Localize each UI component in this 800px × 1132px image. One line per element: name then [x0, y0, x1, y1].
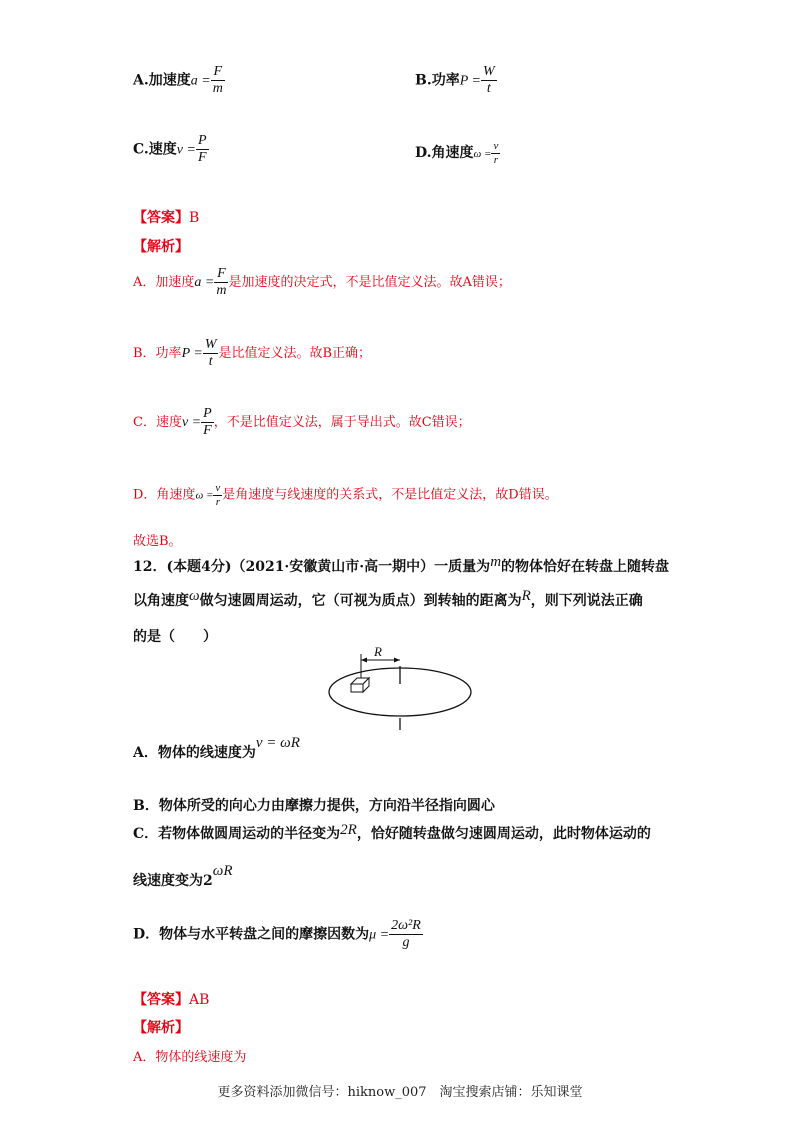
conclusion: 故选B。 [133, 534, 182, 549]
option12-c-line2: 线速度变为2ωR [133, 863, 233, 889]
block-icon [351, 678, 369, 692]
answer-line-2: 【答案】AB [133, 992, 210, 1008]
fraction: $\frac{v}{r}$ [493, 140, 499, 166]
fraction: $\frac{W}{t}$ [204, 337, 217, 370]
option-b: B.功率P = $\frac{W}{t}$ [415, 64, 495, 97]
question-line-2: 以角速度ω做匀速圆周运动，它（可视为质点）到转轴的距离为R，则下列说法正确 [133, 588, 643, 609]
analysis-line-b: B．功率P = $\frac{W}{t}$ 是比值定义法。故B正确； [133, 337, 372, 370]
option12-c: C．若物体做圆周运动的半径变为2R，恰好随转盘做匀速圆周运动，此时物体运动的 [133, 822, 651, 842]
fraction: $\frac{F}{m}$ [216, 266, 227, 299]
fraction: $\frac{v}{r}$ [215, 482, 221, 508]
turntable-figure [326, 644, 476, 734]
fraction: $\frac{P}{F}$ [197, 133, 207, 166]
fraction: $\frac{W}{t}$ [482, 64, 495, 97]
option-d: D.角速度ω = $\frac{v}{r}$ [415, 140, 499, 166]
analysis-line-a: A．加速度a = $\frac{F}{m}$ 是加速度的决定式，不是比值定义法。故A错误； [133, 266, 511, 299]
fraction: $\frac{\text{2ω²R}}{g}$ [391, 918, 421, 951]
analysis-tag-2: 【解析】 [133, 1020, 189, 1036]
option-a: A.加速度a = $\frac{F}{m}$ [133, 64, 223, 97]
analysis-line-d: D．角速度ω = $\frac{v}{r}$ 是角速度与线速度的关系式，不是比值定义法，故D错误。 [133, 482, 558, 508]
analysis2-line-a: A．物体的线速度为 [133, 1050, 247, 1065]
answer-line: 【答案】B [133, 210, 200, 226]
analysis-tag: 【解析】 [133, 239, 189, 255]
option12-a: A．物体的线速度为v = ωR [133, 735, 300, 761]
option12-d: D．物体与水平转盘之间的摩擦因数为μ = $\frac{\text{2ω²R}}{g}$ [133, 918, 421, 951]
option-c: C.速度v = $\frac{P}{F}$ [133, 133, 207, 166]
arrow-left-icon [361, 658, 367, 663]
radius-label: R [374, 644, 382, 659]
question-line-1: 12．(本题4分)（2021·安徽黄山市·高一期中）一质量为m的物体恰好在转盘上随转盘 [133, 554, 670, 575]
question-line-3: 的是（ ） [133, 629, 217, 645]
arrow-right-icon [394, 658, 400, 663]
fraction: $\frac{P}{F}$ [203, 406, 212, 439]
option12-b: B．物体所受的向心力由摩擦力提供，方向沿半径指向圆心 [133, 798, 495, 814]
analysis-line-c: C．速度v = $\frac{P}{F}$ ，不是比值定义法，属于导出式。故C错误； [133, 406, 471, 439]
page-footer: 更多资料添加微信号：hiknow_007 淘宝搜索店铺：乐知课堂 [217, 1085, 583, 1100]
fraction: $\frac{F}{m}$ [212, 64, 223, 97]
